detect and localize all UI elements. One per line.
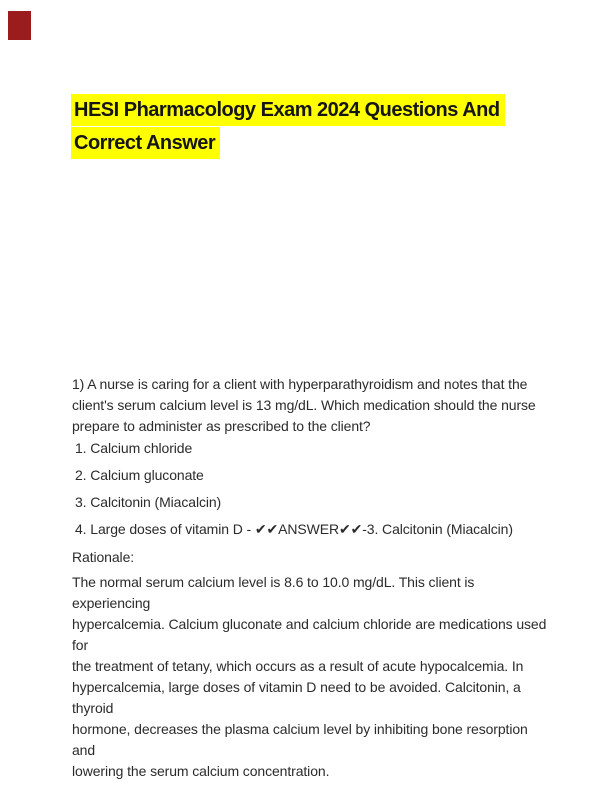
answer-option-2: 2. Calcium gluconate xyxy=(75,467,204,483)
title-highlight-line-1: HESI Pharmacology Exam 2024 Questions And xyxy=(71,94,505,126)
question-line: 1) A nurse is caring for a client with hyperparathyroidism and notes that the xyxy=(72,376,528,392)
rationale-line: lowering the serum calcium concentration. xyxy=(72,763,330,779)
answer-option-1: 1. Calcium chloride xyxy=(75,440,193,456)
question-text xyxy=(72,374,542,437)
rationale-line: hypercalcemia, large doses of vitamin D need to be avoided. Calcitonin, a thyroid xyxy=(72,679,521,716)
rationale-label: Rationale: xyxy=(72,549,135,565)
rationale-text xyxy=(72,572,552,782)
title-line xyxy=(71,94,505,126)
rationale-line: hypercalcemia. Calcium gluconate and calcium chloride are medications used for xyxy=(72,616,547,653)
rationale-line: The normal serum calcium level is 8.6 to 10.0 mg/dL. This client is experiencing xyxy=(72,574,475,611)
question-line: prepare to administer as prescribed to the client? xyxy=(72,418,371,434)
rationale-line: hormone, decreases the plasma calcium level by inhibiting bone resorption and xyxy=(72,721,528,758)
document-title xyxy=(71,94,505,160)
rationale-line: the treatment of tetany, which occurs as a result of acute hypocalcemia. In xyxy=(72,658,524,674)
question-line: client's serum calcium level is 13 mg/dL. Which medication should the nurse xyxy=(72,397,536,413)
answer-option-3: 3. Calcitonin (Miacalcin) xyxy=(75,494,222,510)
title-line xyxy=(71,127,505,159)
answer-option-4-with-answer-marker: 4. Large doses of vitamin D - ✔✔ANSWER✔✔-3. Calcitonin (Miacalcin) xyxy=(75,521,513,537)
title-highlight-line-2: Correct Answer xyxy=(71,127,220,159)
red-corner-mark xyxy=(8,11,31,40)
answer-options xyxy=(75,438,545,546)
